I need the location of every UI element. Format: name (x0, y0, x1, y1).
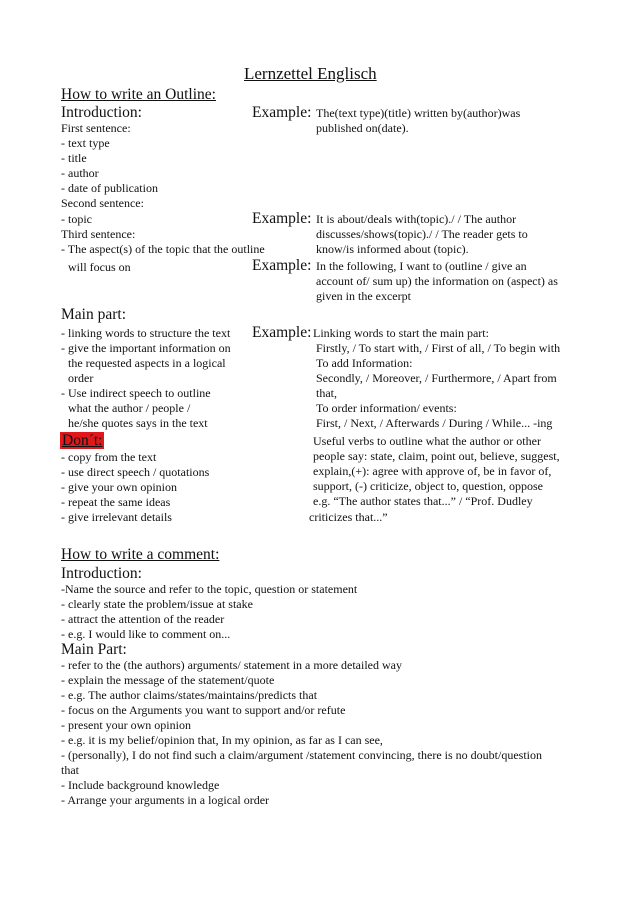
list-item: - text type (61, 136, 110, 150)
list-item: - present your own opinion (61, 718, 191, 732)
example-line: To order information/ events: (316, 401, 457, 415)
first-sentence-label: First sentence: (61, 121, 131, 135)
dont-label (60, 432, 104, 450)
example-line: account of/ sum up) the information on (aspect) as (316, 274, 558, 288)
third-sentence-label: Third sentence: (61, 227, 136, 241)
list-item: - e.g. The author claims/states/maintains/predicts that (61, 688, 318, 702)
list-item: - give your own opinion (61, 480, 177, 494)
example-line: that, (316, 386, 337, 400)
list-item: - Arrange your arguments in a logical order (61, 793, 270, 807)
list-item: the requested aspects in a logical (68, 356, 226, 370)
list-item: - focus on the Arguments you want to support and/or refute (61, 703, 346, 717)
list-item: - topic (61, 212, 92, 226)
list-item: he/she quotes says in the text (68, 416, 208, 430)
second-sentence-label: Second sentence: (61, 196, 144, 210)
example-line: people say: state, claim, point out, believe, suggest, (313, 449, 560, 463)
list-item: order (68, 371, 94, 385)
example-line: The(text type)(title) written by(author)was (316, 106, 521, 120)
comment-main-part-label: Main Part: (61, 641, 127, 658)
list-item: - explain the message of the statement/quote (61, 673, 275, 687)
comment-introduction-label: Introduction: (61, 565, 142, 582)
list-item: - use direct speech / quotations (61, 465, 210, 479)
list-item: - author (61, 166, 99, 180)
example-line: know/is informed about (topic). (316, 242, 469, 256)
outline-introduction-label: Introduction: (61, 104, 142, 121)
example-line: given in the excerpt (316, 289, 411, 303)
list-item: - repeat the same ideas (61, 495, 171, 509)
list-item: will focus on (68, 260, 131, 274)
example-line: support, (-) criticize, object to, question, oppose (313, 479, 543, 493)
example-line: To add Information: (316, 356, 413, 370)
list-item: - e.g. it is my belief/opinion that, In my opinion, as far as I can see, (61, 733, 383, 747)
outline-heading: How to write an Outline: (61, 86, 216, 103)
example-label: Example: (252, 210, 312, 227)
list-item: - clearly state the problem/issue at stake (61, 597, 253, 611)
list-item: - attract the attention of the reader (61, 612, 225, 626)
dont-highlight: Don´t: (62, 432, 103, 449)
example-line: published on(date). (316, 121, 409, 135)
list-item: what the author / people / (68, 401, 191, 415)
list-item: - date of publication (61, 181, 158, 195)
list-item: - refer to the (the authors) arguments/ statement in a more detailed way (61, 658, 402, 672)
list-item: - copy from the text (61, 450, 157, 464)
list-item: -Name the source and refer to the topic, question or statement (61, 582, 358, 596)
example-line: In the following, I want to (outline / give an (316, 259, 527, 273)
example-line: e.g. “The author states that...” / “Prof. Dudley (313, 494, 533, 508)
list-item: - give irrelevant details (61, 510, 172, 524)
example-line: explain,(+): agree with approve of, be in favor of, (313, 464, 552, 478)
example-line: Linking words to start the main part: (313, 326, 489, 340)
example-line: Useful verbs to outline what the author or other (313, 434, 541, 448)
list-item: - (personally), I do not find such a claim/argument /statement convincing, there is no doubt/question (61, 748, 543, 762)
example-line: discusses/shows(topic)./ / The reader gets to (316, 227, 528, 241)
list-item: - e.g. I would like to comment on... (61, 627, 231, 641)
example-line: It is about/deals with(topic)./ / The author (316, 212, 517, 226)
list-item: - linking words to structure the text (61, 326, 231, 340)
list-item: that (61, 763, 79, 777)
example-line: Firstly, / To start with, / First of all, / To begin with (316, 341, 561, 355)
example-line: Secondly, / Moreover, / Furthermore, / Apart from (316, 371, 557, 385)
list-item: - title (61, 151, 87, 165)
example-line: criticizes that...” (309, 510, 388, 524)
list-item: - Include background knowledge (61, 778, 220, 792)
example-label: Example: (252, 104, 312, 121)
list-item: - The aspect(s) of the topic that the outline (61, 242, 265, 256)
example-label: Example: (252, 257, 312, 274)
page-title: Lernzettel Englisch (244, 64, 377, 83)
example-line: First, / Next, / Afterwards / During / While... -ing (316, 416, 553, 430)
list-item: - give the important information on (61, 341, 231, 355)
comment-heading: How to write a comment: (61, 546, 220, 563)
list-item: - Use indirect speech to outline (61, 386, 211, 400)
outline-main-part-label: Main part: (61, 306, 126, 323)
example-label: Example: (252, 324, 312, 341)
